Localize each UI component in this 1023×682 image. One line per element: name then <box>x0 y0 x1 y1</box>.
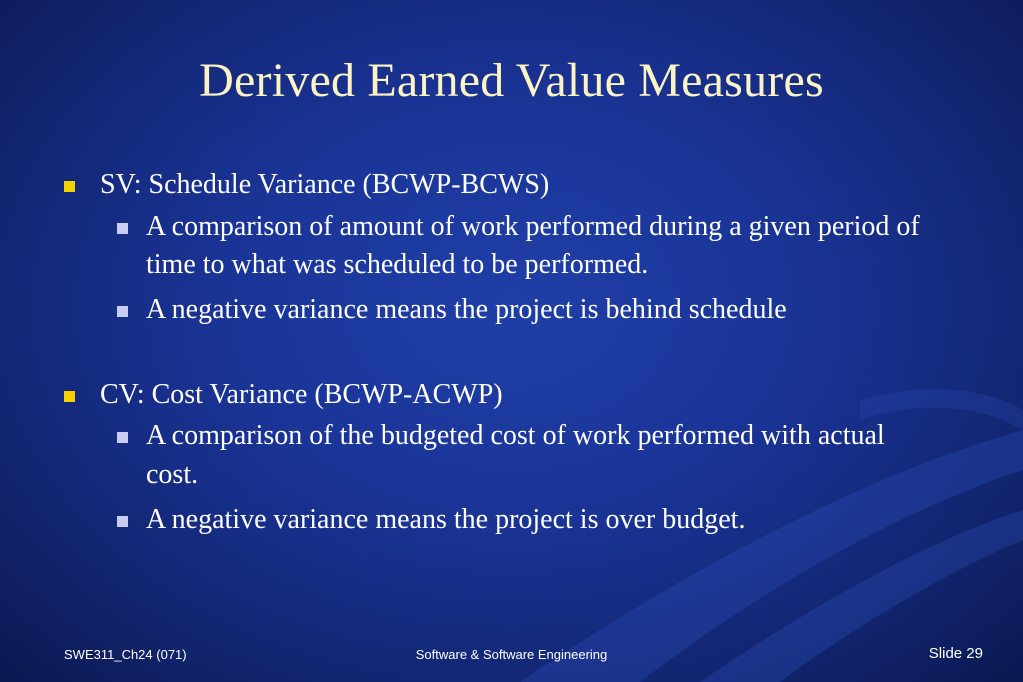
sub-bullet <box>60 208 940 285</box>
section-cost-variance <box>60 376 940 414</box>
square-bullet-icon <box>64 391 75 402</box>
sub-bullet <box>60 417 940 494</box>
square-bullet-icon <box>117 223 128 234</box>
section-heading: SV: Schedule Variance (BCWP-BCWS) <box>100 169 550 200</box>
section-heading: CV: Cost Variance (BCWP-ACWP) <box>100 378 503 410</box>
sub-bullet-text: A comparison of the budgeted cost of work performed with actual cost. <box>146 420 885 491</box>
slide-body <box>60 166 940 545</box>
sub-bullet-text: A comparison of amount of work performed during a given period of time to what was scheduled to be performed. <box>146 210 920 281</box>
square-bullet-icon <box>117 306 128 317</box>
footer-course-label: SWE311_Ch24 (071) <box>64 647 187 662</box>
footer-book-title: Software & Software Engineering <box>415 647 608 662</box>
square-bullet-icon <box>117 516 128 527</box>
sub-bullet <box>60 291 940 330</box>
section-schedule-variance <box>60 166 940 204</box>
section-spacer <box>60 336 940 376</box>
sub-bullet <box>60 501 940 540</box>
sub-bullet-text: A negative variance means the project is over budget. <box>146 503 746 535</box>
square-bullet-icon <box>117 432 128 443</box>
footer-slide-number: Slide 29 <box>928 645 983 662</box>
sub-bullet-text: A negative variance means the project is behind schedule <box>146 294 787 326</box>
slide-title: Derived Earned Value Measures <box>199 54 824 107</box>
square-bullet-icon <box>64 181 75 192</box>
